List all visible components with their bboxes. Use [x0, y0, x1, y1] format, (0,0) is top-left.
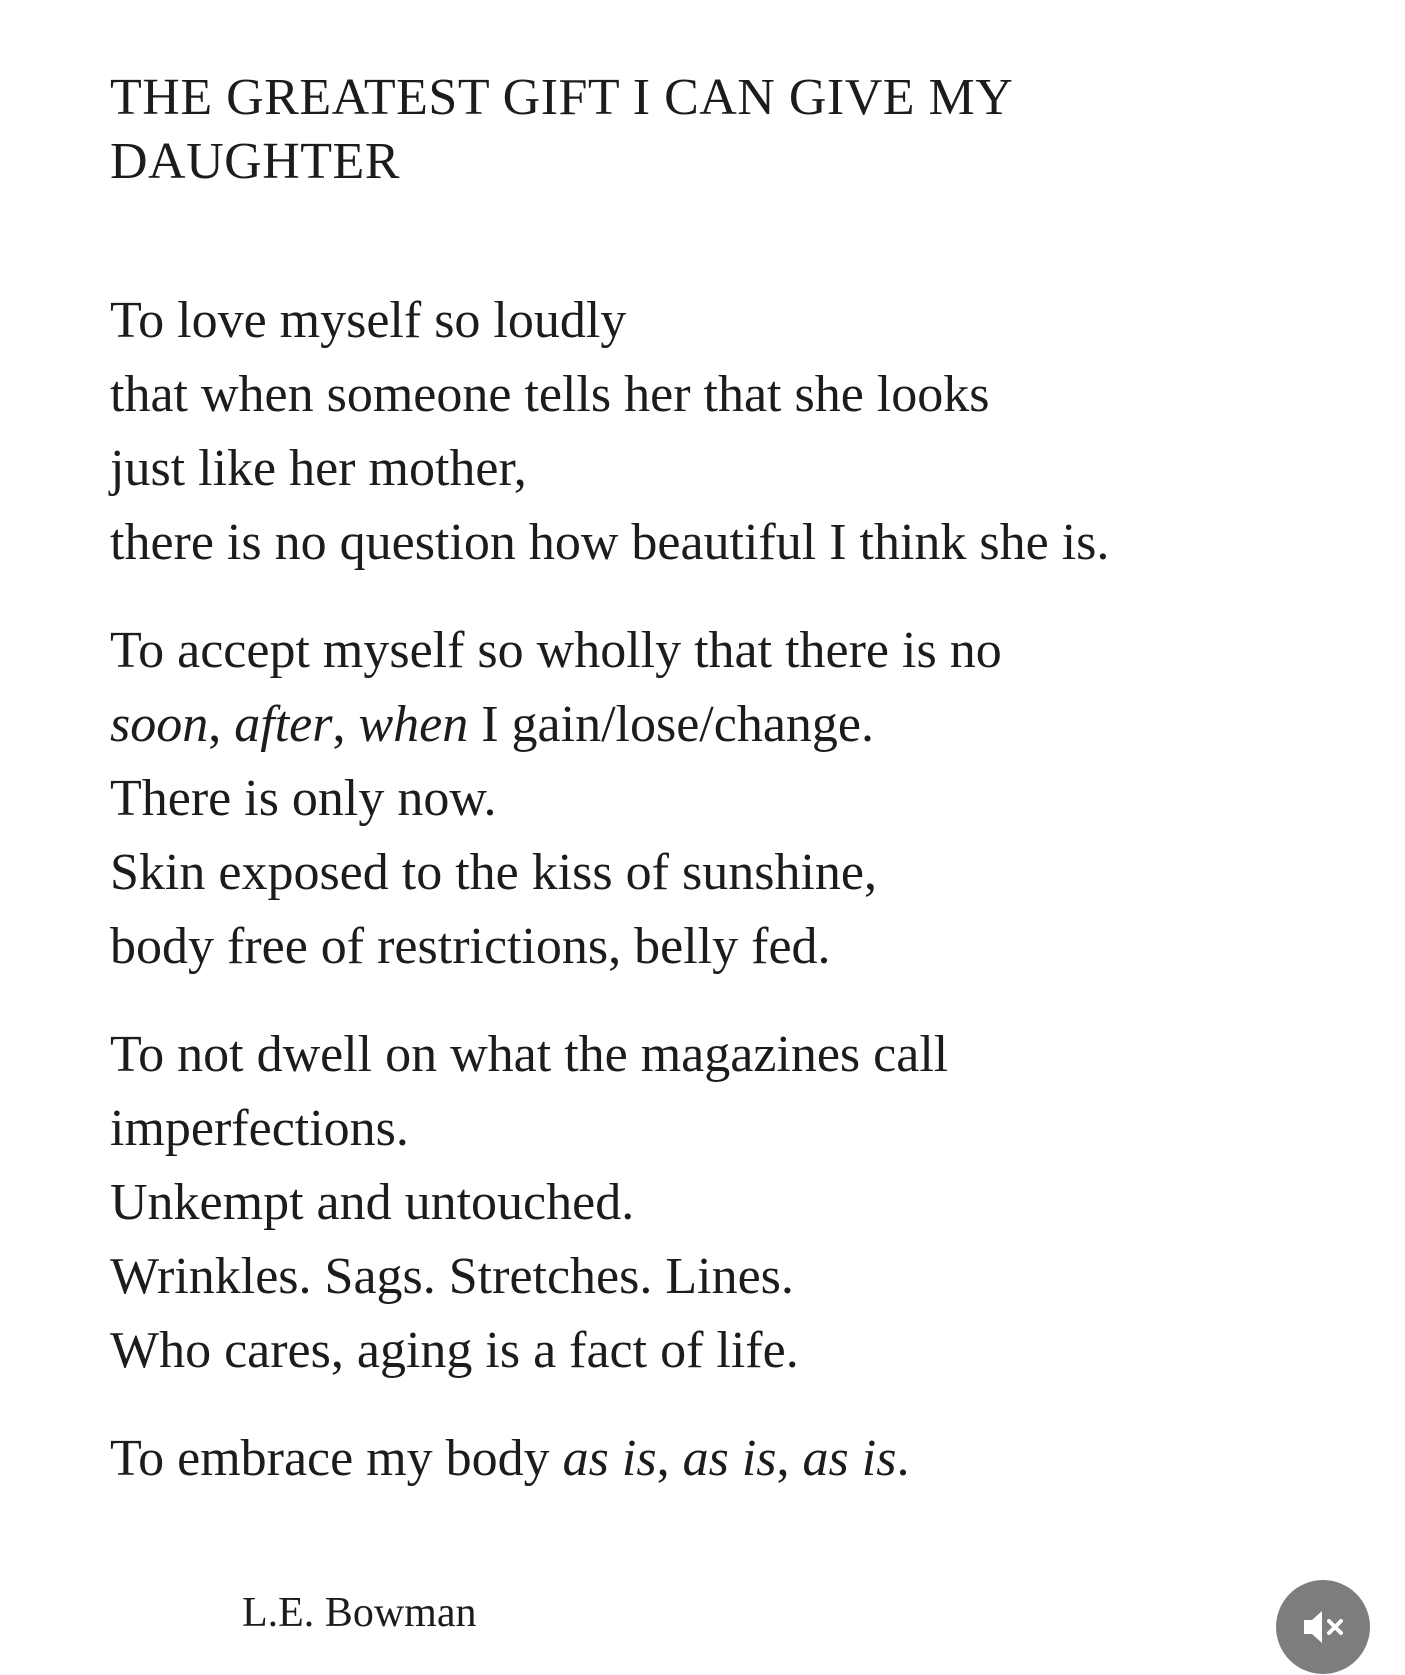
punctuation: .	[896, 1430, 910, 1487]
poem-line: that when someone tells her that she looks	[110, 366, 990, 423]
poem-line	[110, 688, 1330, 762]
stanza-1	[110, 284, 1330, 580]
stanza-4	[110, 1422, 1330, 1496]
poem-line: To accept myself so wholly that there is no	[110, 622, 1002, 679]
line-text: To embrace my body	[110, 1430, 563, 1487]
mute-button[interactable]	[1276, 1580, 1370, 1674]
punctuation: ,	[656, 1430, 683, 1487]
poem-line: Who cares, aging is a fact of life.	[110, 1322, 799, 1379]
poem-line	[110, 1422, 1330, 1496]
poem-body	[110, 284, 1330, 1530]
line-text: I gain/lose/change.	[468, 696, 874, 753]
poem-line: Unkempt and untouched.	[110, 1174, 635, 1231]
italic-word: as is	[562, 1430, 657, 1487]
poem-line: To love myself so loudly	[110, 292, 627, 349]
poem-line: There is only now.	[110, 770, 497, 827]
poem-line: Wrinkles. Sags. Stretches. Lines.	[110, 1248, 794, 1305]
italic-word: after	[234, 696, 333, 753]
poem-line: imperfections.	[110, 1100, 409, 1157]
poem-line: just like her mother,	[110, 440, 527, 497]
speaker-muted-icon	[1298, 1602, 1348, 1652]
poem-line: there is no question how beautiful I think she is.	[110, 514, 1110, 571]
poem-title: THE GREATEST GIFT I CAN GIVE MY DAUGHTER	[110, 69, 1012, 190]
stanza-2	[110, 614, 1330, 984]
punctuation: ,	[332, 696, 359, 753]
italic-word: when	[358, 696, 469, 753]
italic-word: soon	[110, 696, 209, 753]
poem-line: body free of restrictions, belly fed.	[110, 918, 831, 975]
italic-word: as is	[802, 1430, 897, 1487]
poem-line: Skin exposed to the kiss of sunshine,	[110, 844, 877, 901]
italic-word: as is	[682, 1430, 777, 1487]
stanza-3	[110, 1018, 1330, 1388]
punctuation: ,	[208, 696, 235, 753]
poem-line: To not dwell on what the magazines call	[110, 1026, 949, 1083]
author-name: L.E. Bowman	[242, 1590, 477, 1636]
punctuation: ,	[776, 1430, 803, 1487]
